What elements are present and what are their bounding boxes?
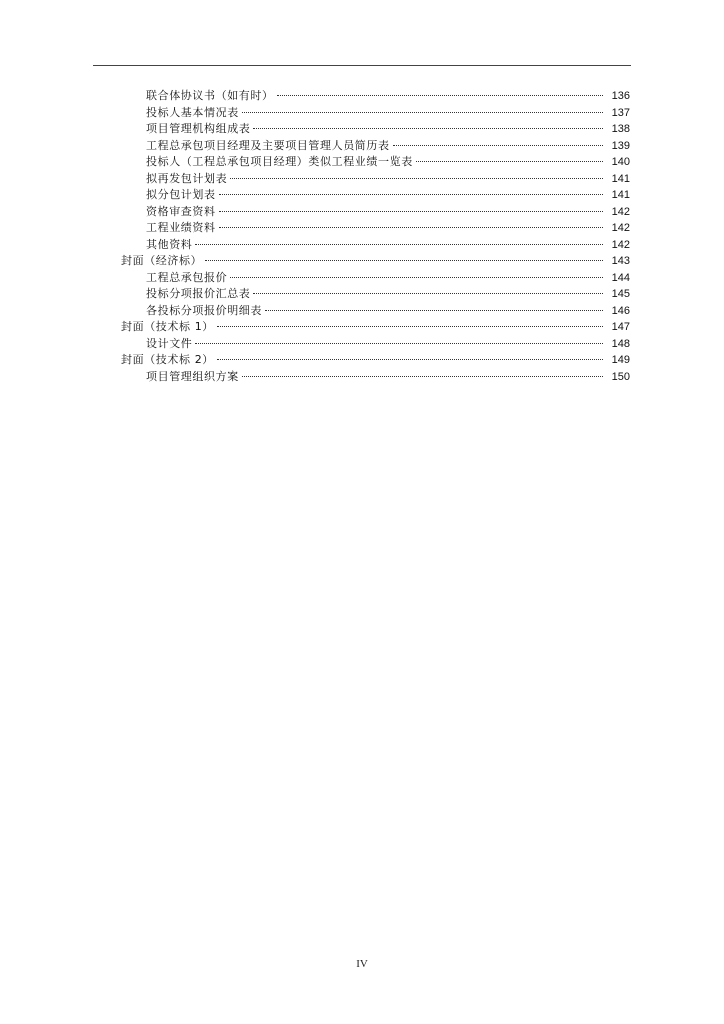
dot-leader <box>219 226 603 228</box>
toc-entry[interactable] <box>0 88 724 105</box>
dot-leader <box>242 375 603 377</box>
toc-entry-title: 投标人基本情况表 <box>146 105 239 119</box>
toc-entry[interactable] <box>0 105 724 122</box>
toc-entry-page: 141 <box>611 172 630 185</box>
dot-leader <box>230 177 603 179</box>
toc-entry-title: 项目管理机构组成表 <box>146 122 251 135</box>
toc-entry-page: 139 <box>611 139 630 152</box>
dot-leader <box>242 111 603 113</box>
dot-leader <box>217 358 603 360</box>
toc-entry-title: 封面（技术标 2） <box>121 353 214 366</box>
toc-entry[interactable] <box>0 171 724 188</box>
dot-leader <box>195 243 603 245</box>
toc-entry-title: 资格审查资料 <box>146 204 216 218</box>
toc-entry-page: 136 <box>611 90 630 102</box>
toc-entry[interactable] <box>0 204 724 221</box>
dot-leader <box>265 309 603 311</box>
table-of-contents <box>0 88 724 385</box>
dot-leader <box>253 127 603 129</box>
toc-entry-page: 142 <box>611 222 630 234</box>
toc-section-entry[interactable] <box>0 253 724 270</box>
toc-entry-page: 140 <box>611 156 630 168</box>
toc-entry-title: 工程总承包项目经理及主要项目管理人员简历表 <box>146 138 390 152</box>
dot-leader <box>219 193 603 195</box>
toc-entry[interactable] <box>0 121 724 138</box>
dot-leader <box>416 160 603 162</box>
toc-entry-title: 投标人（工程总承包项目经理）类似工程业绩一览表 <box>146 155 413 168</box>
toc-section-entry[interactable] <box>0 352 724 369</box>
toc-entry[interactable] <box>0 154 724 171</box>
dot-leader <box>195 342 603 344</box>
toc-entry-page: 142 <box>611 205 630 218</box>
toc-entry-page: 143 <box>611 255 630 267</box>
toc-entry-page: 146 <box>611 304 630 317</box>
dot-leader <box>219 210 603 212</box>
dot-leader <box>230 276 603 278</box>
dot-leader <box>393 144 603 146</box>
toc-entry-page: 145 <box>611 288 630 300</box>
toc-entry[interactable] <box>0 369 724 386</box>
toc-entry-page: 148 <box>611 337 630 350</box>
toc-entry-page: 147 <box>611 321 630 333</box>
toc-entry[interactable] <box>0 303 724 320</box>
toc-entry-title: 投标分项报价汇总表 <box>146 287 251 300</box>
toc-entry-title: 各投标分项报价明细表 <box>146 303 262 317</box>
toc-entry-page: 137 <box>611 106 630 119</box>
header-rule <box>93 65 631 66</box>
toc-entry-page: 149 <box>611 354 630 366</box>
dot-leader <box>277 94 603 96</box>
toc-entry-title: 工程总承包报价 <box>146 270 228 284</box>
toc-entry-title: 设计文件 <box>146 336 193 350</box>
toc-entry-page: 144 <box>611 271 630 284</box>
toc-entry-page: 150 <box>611 370 630 383</box>
toc-entry-title: 拟分包计划表 <box>146 188 216 201</box>
dot-leader <box>217 325 603 327</box>
toc-entry-title: 封面（技术标 1） <box>121 320 214 333</box>
toc-entry-title: 工程业绩资料 <box>146 221 216 234</box>
toc-entry-title: 其他资料 <box>146 237 193 251</box>
toc-entry-page: 138 <box>611 123 630 135</box>
toc-entry-title: 项目管理组织方案 <box>146 369 239 383</box>
toc-entry[interactable] <box>0 286 724 303</box>
page-number: IV <box>356 958 368 970</box>
toc-entry[interactable] <box>0 336 724 353</box>
dot-leader <box>253 292 603 294</box>
toc-entry[interactable] <box>0 220 724 237</box>
toc-entry[interactable] <box>0 237 724 254</box>
dot-leader <box>205 259 603 261</box>
toc-entry[interactable] <box>0 187 724 204</box>
toc-section-entry[interactable] <box>0 319 724 336</box>
toc-entry[interactable] <box>0 270 724 287</box>
toc-entry-title: 联合体协议书（如有时） <box>146 89 274 102</box>
toc-entry-title: 封面（经济标） <box>121 254 203 267</box>
toc-entry-title: 拟再发包计划表 <box>146 171 228 185</box>
toc-entry[interactable] <box>0 138 724 155</box>
toc-entry-page: 141 <box>611 189 630 201</box>
toc-entry-page: 142 <box>611 238 630 251</box>
